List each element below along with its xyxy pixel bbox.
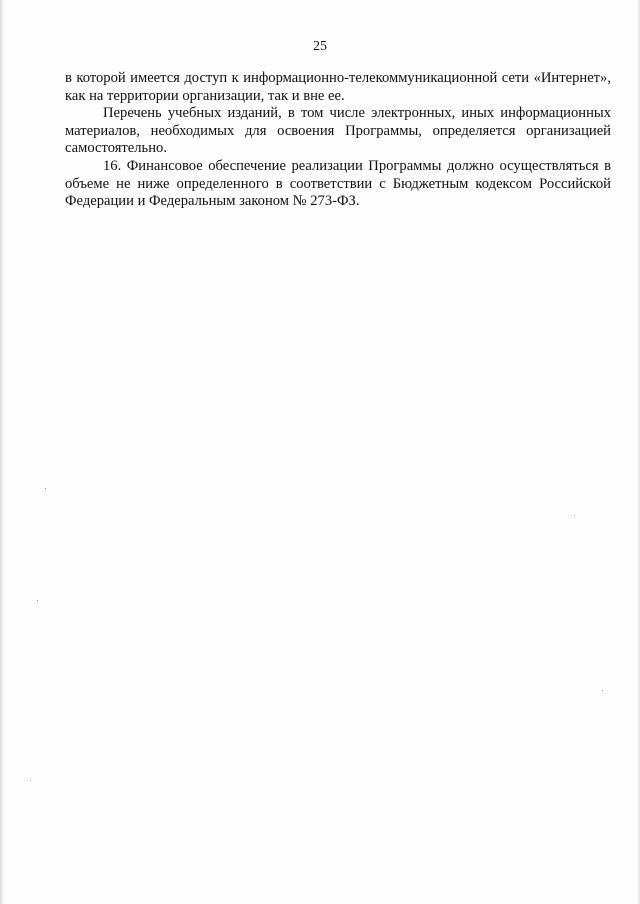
paragraph-learning-materials: Перечень учебных изданий, в том числе электронных, иных информационных материалов, необходимых для освоения Программы, определяется организацией самостоятельно. [65, 105, 611, 157]
paragraph-financial-support: 16. Финансовое обеспечение реализации Программы должно осуществляться в объеме не ниже определенного в соответствии с Бюджетным кодексом Российской Федерации и Федеральным законом № 273-ФЗ. [65, 157, 611, 210]
scan-speck [37, 600, 38, 601]
page-number: 25 [313, 39, 327, 54]
body-text [65, 70, 611, 211]
scan-speck [30, 780, 31, 781]
scan-speck [602, 690, 603, 691]
scan-speck [45, 488, 46, 489]
paragraph-continuation: в которой имеется доступ к информационно-телекоммуникационной сети «Интернет», как на территории организации, так и вне ее. [65, 70, 611, 104]
scan-speck [574, 515, 575, 516]
scan-edge-left [0, 0, 4, 904]
